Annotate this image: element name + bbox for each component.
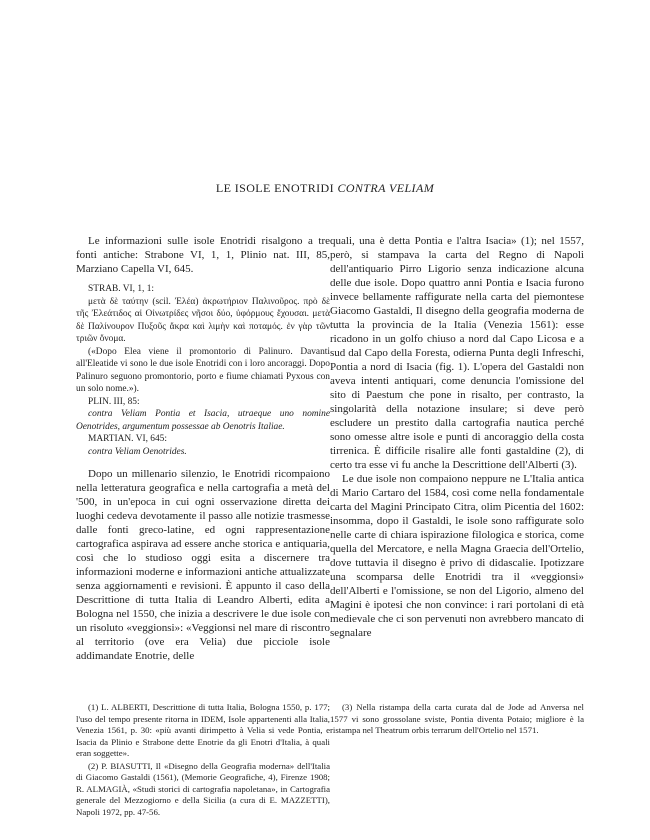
footnote-2: (2) P. BIASUTTI, Il «Disegno della Geografia moderna» dell'Italia di Giacomo Gastaldi (1561), (Memorie Geografiche, 4), Firenze 1908; R. ALMAGIÀ, «Studi storici di cartografia napoletana», in Cartografia generale del Mezzogiorno e della Sicilia (a cura di E. MAZZETTI), Napoli 1972, pp. 47-56. (76, 760, 330, 817)
martianus-latin-quote: contra Veliam Oenotrides. (88, 446, 187, 457)
intro-paragraph: Le informazioni sulle isole Enotridi risalgono a tre fonti antiche: Strabone VI, 1, 1, Plinio nat. III, 85, Marziano Capella VI, 645. (76, 235, 330, 275)
footnote-3: (3) Nella ristampa della carta curata dal de Jode ad Anversa nel 1577 vi sono grossolane sviste, Pontia diventa Potaio; migliore è la ristampa nel Theatrum orbis terrarum dell'Ortelio nel 1571. (330, 702, 584, 735)
footnotes-right (330, 702, 584, 738)
left-column (76, 234, 330, 663)
page-title (0, 181, 650, 196)
footnotes-left (76, 702, 330, 819)
pliny-label: PLIN. III, 85: (88, 396, 140, 407)
right-column (330, 234, 584, 640)
footnote-1: (1) L. ALBERTI, Descrittione di tutta Italia, Bologna 1550, p. 177; l'uso del tempo presente ritorna in IDEM, Isole appartenenti alla Italia, Venezia 1561, p. 30: «più avanti dirimpetto à Velia si vede Pontia, e Isacia da Plinio e Strabone dette Enotrie da gli Enotri d'Italia, à quali eran soggette». (76, 702, 330, 758)
pliny-latin-quote: contra Veliam Pontia et Isacia, utraeque uno nomine Oenotrides, argumentum possessae ab Oenotris Italiae. (76, 409, 330, 432)
strabo-greek-quote: μετὰ δὲ ταύτην (scil. Ἐλέα) ἀκρωτήριον Παλινοῦρος. πρὸ δὲ τῆς Ἐλεάτιδος αἱ Οἰνωτρίδες νῆσοι δύο, ὑφόρμους ἔχουσαι. μετὰ δὲ Παλίνουρον Πυξοῦς ἄκρα καὶ λιμὴν καὶ ποταμός. ἐν γὰρ τῶν τριῶν ὄνομα. (76, 296, 330, 344)
martianus-label: MARTIAN. VI, 645: (88, 434, 167, 444)
right-paragraph-2: Le due isole non compaiono neppure ne L'Italia antica di Mario Cartaro del 1584, così come nella fondamentale carta del Magini Principato Citra, olim Picentia del 1602: insomma, dopo il Gastaldi, le isole sono raffigurate solo nelle carte di chiara ispirazione filologica e storica, come quella del Mercatore, e nella Magna Graecia dell'Ortelio, dove tuttavia il disegno è privo di didascalie. Ipotizzare una scomparsa delle Enotridi tra il «veggionsi» dell'Alberti e l'omissione, se non del Ligorio, almeno del Magini è ipotesi che non convince: i rari portolani di età medievale che ci son pervenuti non avrebbero mancato di segnalare (330, 473, 584, 639)
main-paragraph: Dopo un millenario silenzio, le Enotridi ricompaiono nella letteratura geografica e nella cartografia a metà del '500, in un'epoca in cui ogni osservazione diretta dei luoghi cedeva devotamente il passo alle notizie trasmesse dalle fonti greco-latine, ed ogni rappresentazione cartografica aspirava ad essere anche storica e antiquaria, così che lo studioso oggi esita a discernere tra informazioni moderne e informazioni antiche attualizzate senza aggiornamenti e revisioni. È appunto il caso della Descrittione di tutta Italia di Leandro Alberti, edita a Bologna nel 1550, che inizia a descrivere le due isole con un risoluto «veggionsi»: «Veggionsi nel mare di riscontro al territorio (ove era Velia) due picciole isole addimandate Enotrie, delle (76, 468, 330, 662)
title-italic: CONTRA VELIAM (337, 181, 435, 195)
strabo-label: STRAB. VI, 1, 1: (88, 284, 154, 294)
right-paragraph-1: quali, una è detta Pontia e l'altra Isacia» (1); nel 1557, però, si stampava la carta del Regno di Napoli dell'antiquario Pirro Ligorio senza indicazione alcuna delle due isole. Dopo quattro anni Pontia e Isacia furono invece bellamente raffigurate nella carta del piemontese Giacomo Gastaldi, Il disegno della geografia moderna de tutta la provincia de la Italia (Venezia 1561): esse ricadono in un golfo chiuso a nord dal Capo Licosa e a sud dal Capo della Foresta, odierna Punta degli Infreschi, Pontia a nord di Isacia (fig. 1). L'opera del Gastaldi non aveva intenti antiquari, come denuncia l'omissione del sito di Paestum che pone in risalto, per contrasto, la singolarità della notazione insulare; si deve però escludere un prestito dalla cartografia nautica perché sono omesse altre isole e punti di ancoraggio della costa tirrenica. È difficile risalire alle fonti gastaldine (2), di certo tra esse vi fu anche la Descrittione dell'Alberti (3). (330, 235, 584, 471)
strabo-translation: («Dopo Elea viene il promontorio di Palinuro. Davanti all'Eleatide vi sono le due isole Enotridi con i loro ancoraggi. Dopo Palinuro seguono promontorio, porto e fiume chiamati Pyxous con un solo nome.»). (76, 346, 330, 394)
title-main: LE ISOLE ENOTRIDI (215, 181, 335, 195)
